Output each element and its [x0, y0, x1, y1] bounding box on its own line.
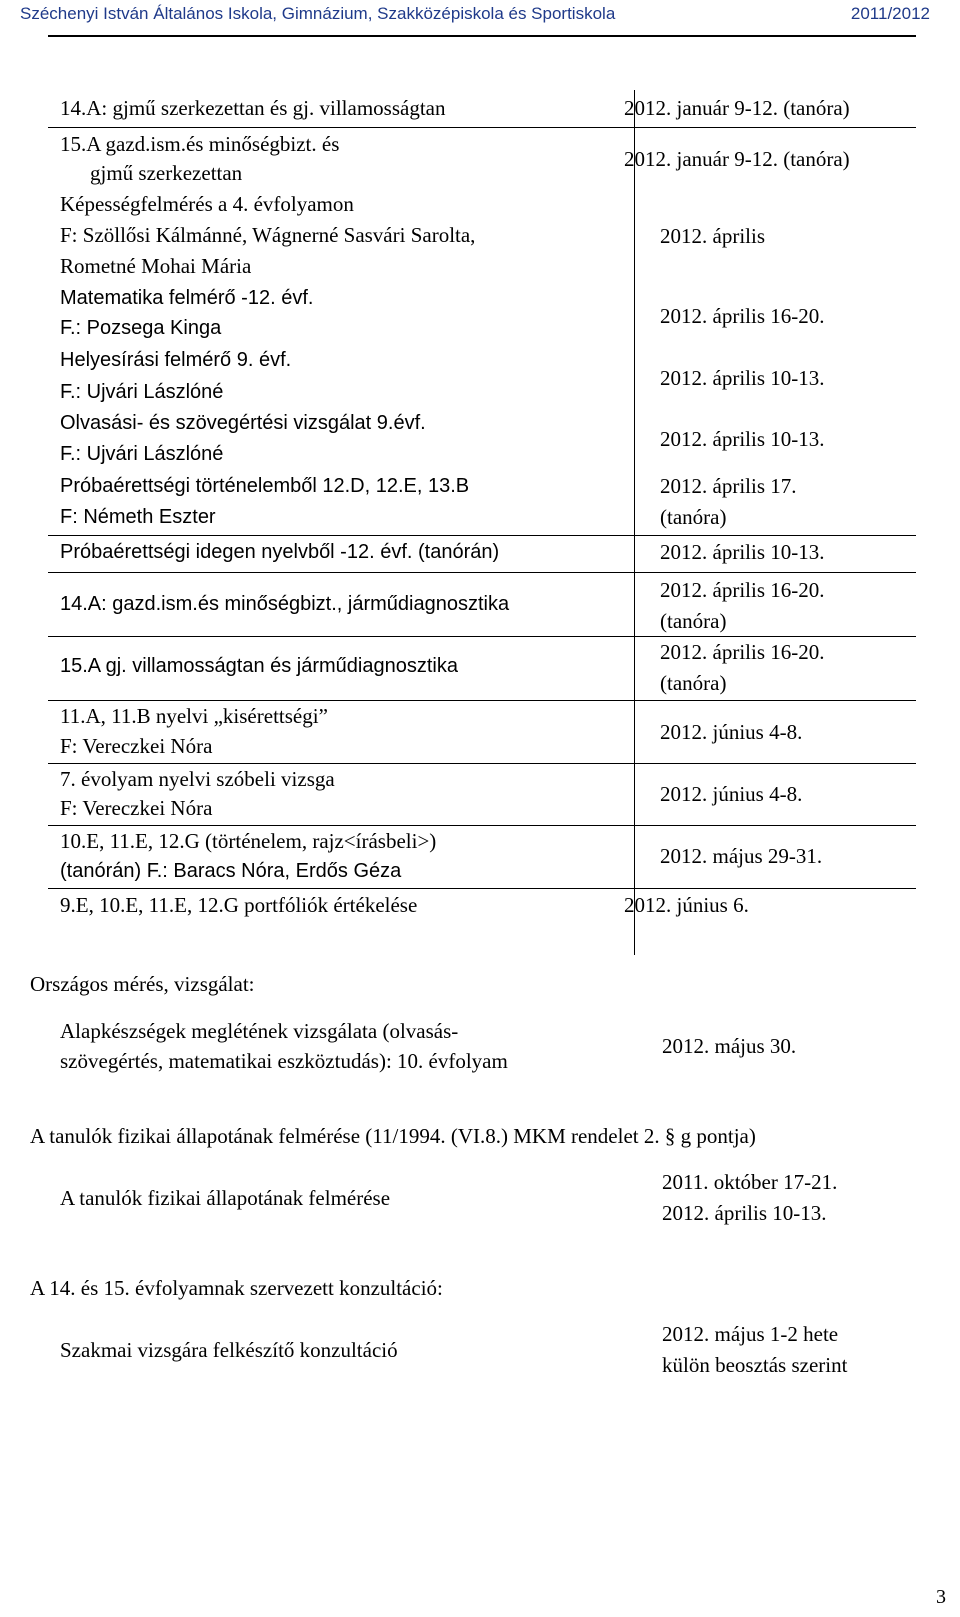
- konzultacio-date: 2012. május 1-2 hete: [662, 1322, 839, 1346]
- row-label: 7. évolyam nyelvi szóbeli vizsga: [60, 767, 335, 791]
- school-year: 2011/2012: [850, 4, 930, 23]
- konzultacio-date: külön beosztás szerint: [662, 1353, 848, 1377]
- row-label: 11.A, 11.B nyelvi „kisérettségi”: [60, 704, 328, 728]
- row-date: 2012. május 29-31.: [660, 844, 823, 868]
- row-date: 2012. január 9-12. (tanóra): [624, 147, 850, 171]
- row-date: 2012. április 16-20.: [660, 304, 825, 328]
- fizikai-item: A tanulók fizikai állapotának felmérése: [60, 1186, 391, 1210]
- row-date: (tanóra): [660, 505, 727, 529]
- row-label: F.: Ujvári Lászlóné: [60, 381, 224, 403]
- row-label: F.: Pozsega Kinga: [60, 317, 222, 339]
- row-rule: [48, 572, 916, 573]
- page-header: [0, 0, 960, 32]
- row-label: F: Szöllősi Kálmánné, Wágnerné Sasvári Sarolta,: [60, 223, 476, 247]
- row-date: 2012. április 10-13.: [660, 427, 825, 451]
- section-title-konzultacio: A 14. és 15. évfolyamnak szervezett konzultáció:: [30, 1276, 443, 1300]
- fizikai-date: 2012. április 10-13.: [662, 1201, 827, 1225]
- row-label: F: Vereczkei Nóra: [60, 796, 213, 820]
- row-date: 2012. június 4-8.: [660, 720, 803, 744]
- row-label: 9.E, 10.E, 11.E, 12.G portfóliók értékelése: [60, 893, 418, 917]
- konzultacio-item: Szakmai vizsgára felkészítő konzultáció: [60, 1338, 398, 1362]
- row-label: gjmű szerkezettan: [90, 161, 243, 185]
- row-label: F: Vereczkei Nóra: [60, 734, 213, 758]
- row-label: (tanórán) F.: Baracs Nóra, Erdős Géza: [60, 860, 402, 882]
- row-date: 2012. április 17.: [660, 474, 797, 498]
- orszagos-date: 2012. május 30.: [662, 1034, 797, 1058]
- row-label: 15.A gazd.ism.és minőségbizt. és: [60, 132, 340, 156]
- row-label: Képességfelmérés a 4. évfolyamon: [60, 192, 354, 216]
- row-label: Próbaérettségi történelemből 12.D, 12.E, 13.B: [60, 475, 470, 497]
- row-date: 2012. április 16-20.: [660, 640, 825, 664]
- row-label: 14.A: gjmű szerkezettan és gj. villamosságtan: [60, 96, 446, 120]
- row-date: 2012. április 10-13.: [660, 366, 825, 390]
- row-date: 2012. január 9-12. (tanóra): [624, 96, 850, 120]
- row-label: 15.A gj. villamosságtan és járműdiagnosztika: [60, 655, 458, 677]
- row-label: F.: Ujvári Lászlóné: [60, 443, 224, 465]
- row-date: 2012. április 10-13.: [660, 540, 825, 564]
- row-date: 2012. április 16-20.: [660, 578, 825, 602]
- orszagos-item: Alapkészségek meglétének vizsgálata (olvasás-: [60, 1019, 459, 1043]
- section-title-orszagos: Országos mérés, vizsgálat:: [30, 972, 255, 996]
- header-rule: [48, 35, 916, 37]
- row-label: Próbaérettségi idegen nyelvből -12. évf. (tanórán): [60, 541, 500, 563]
- row-label: Olvasási- és szövegértési vizsgálat 9.évf.: [60, 412, 426, 434]
- fizikai-date: 2011. október 17-21.: [662, 1170, 838, 1194]
- row-label: Helyesírási felmérő 9. évf.: [60, 349, 292, 371]
- row-date: 2012. június 6.: [624, 893, 749, 917]
- page-number: 3: [936, 1586, 946, 1608]
- row-label: Rometné Mohai Mária: [60, 254, 252, 278]
- row-date: 2012. április: [660, 224, 765, 248]
- row-label: Matematika felmérő -12. évf.: [60, 287, 314, 309]
- row-label: 14.A: gazd.ism.és minőségbizt., járműdiagnosztika: [60, 593, 510, 615]
- section-title-fizikai: A tanulók fizikai állapotának felmérése (11/1994. (VI.8.) MKM rendelet 2. § g pontja): [30, 1124, 756, 1148]
- row-date: 2012. június 4-8.: [660, 782, 803, 806]
- orszagos-item: szövegértés, matematikai eszköztudás): 10. évfolyam: [60, 1049, 508, 1073]
- row-date: (tanóra): [660, 609, 727, 633]
- row-label: F: Németh Eszter: [60, 506, 216, 528]
- row-date: (tanóra): [660, 671, 727, 695]
- row-label: 10.E, 11.E, 12.G (történelem, rajz<írásbeli>): [60, 829, 437, 853]
- school-name: Széchenyi István Általános Iskola, Gimnázium, Szakközépiskola és Sportiskola: [20, 4, 616, 23]
